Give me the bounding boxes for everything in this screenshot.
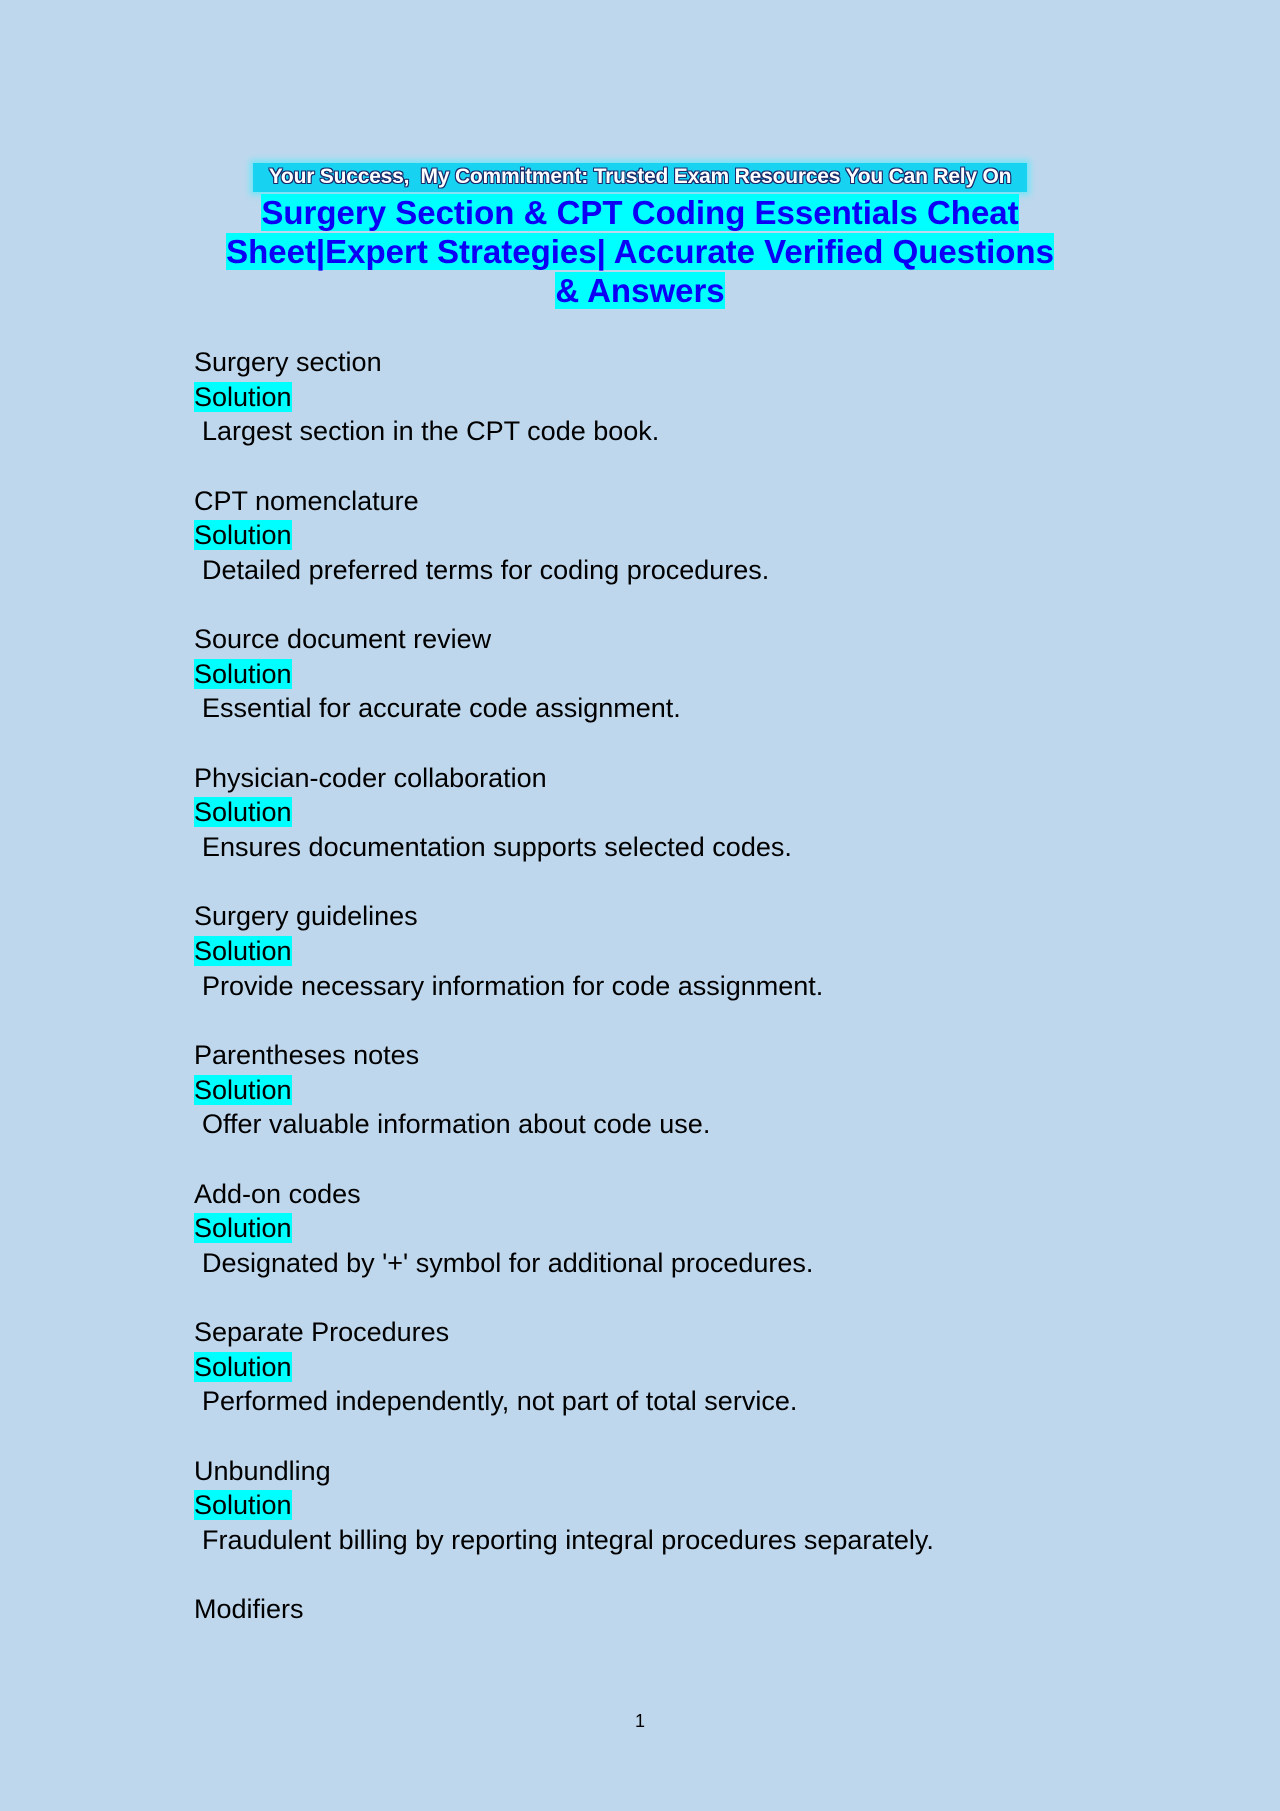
solution-label: Solution	[194, 1351, 292, 1382]
answer-text: Ensures documentation supports selected codes.	[202, 831, 792, 862]
qa-item	[194, 761, 1174, 900]
solution-label: Solution	[194, 797, 292, 828]
question-term: CPT nomenclature	[194, 485, 419, 516]
question-term: Source document review	[194, 624, 492, 655]
answer-text: Detailed preferred terms for coding procedures.	[202, 554, 770, 585]
solution-label-row	[194, 1488, 1174, 1523]
question-term: Separate Procedures	[194, 1317, 450, 1348]
solution-label: Solution	[194, 1490, 292, 1521]
question-term: Unbundling	[194, 1455, 331, 1486]
solution-label: Solution	[194, 1074, 292, 1105]
document-title	[190, 193, 1090, 310]
qa-item	[194, 1315, 1174, 1454]
solution-label-row	[194, 380, 1174, 415]
answer-text: Designated by '+' symbol for additional procedures.	[202, 1247, 814, 1278]
solution-label: Solution	[194, 520, 292, 551]
page-number: 1	[634, 1711, 645, 1731]
question-term: Parentheses notes	[194, 1039, 420, 1070]
qa-item	[194, 1177, 1174, 1316]
qa-item	[194, 899, 1174, 1038]
answer-text: Largest section in the CPT code book.	[202, 416, 660, 447]
answer-text: Fraudulent billing by reporting integral procedures separately.	[202, 1524, 934, 1555]
question-term: Add-on codes	[194, 1178, 361, 1209]
qa-item	[194, 1038, 1174, 1177]
solution-label-row	[194, 657, 1174, 692]
solution-label-row	[194, 1350, 1174, 1385]
title-line-3: & Answers	[555, 272, 725, 309]
qa-list	[194, 345, 1174, 1731]
solution-label: Solution	[194, 935, 292, 966]
solution-label-row	[194, 1211, 1174, 1246]
title-line-2: Sheet|Expert Strategies| Accurate Verified Questions	[226, 233, 1054, 270]
solution-label: Solution	[194, 381, 292, 412]
answer-text: Offer valuable information about code use.	[202, 1109, 711, 1140]
header-banner: Your Success, My Commitment: Trusted Exam Resources You Can Rely On	[253, 163, 1028, 192]
question-term: Surgery guidelines	[194, 901, 418, 932]
answer-text: Essential for accurate code assignment.	[202, 693, 681, 724]
solution-label: Solution	[194, 1213, 292, 1244]
qa-item	[194, 484, 1174, 623]
qa-item	[194, 1454, 1174, 1593]
solution-label-row	[194, 518, 1174, 553]
solution-label-row	[194, 1073, 1174, 1108]
solution-label-row	[194, 795, 1174, 830]
solution-label-row	[194, 934, 1174, 969]
answer-text: Provide necessary information for code assignment.	[202, 970, 824, 1001]
question-term: Surgery section	[194, 347, 382, 377]
answer-text: Performed independently, not part of total service.	[202, 1386, 798, 1417]
solution-label: Solution	[194, 658, 292, 689]
question-term: Physician-coder collaboration	[194, 762, 547, 793]
header-banner-row	[0, 163, 1280, 192]
qa-item	[194, 622, 1174, 761]
qa-item	[194, 345, 1174, 484]
title-line-1: Surgery Section & CPT Coding Essentials Cheat	[261, 194, 1019, 231]
question-term: Modifiers	[194, 1594, 304, 1625]
